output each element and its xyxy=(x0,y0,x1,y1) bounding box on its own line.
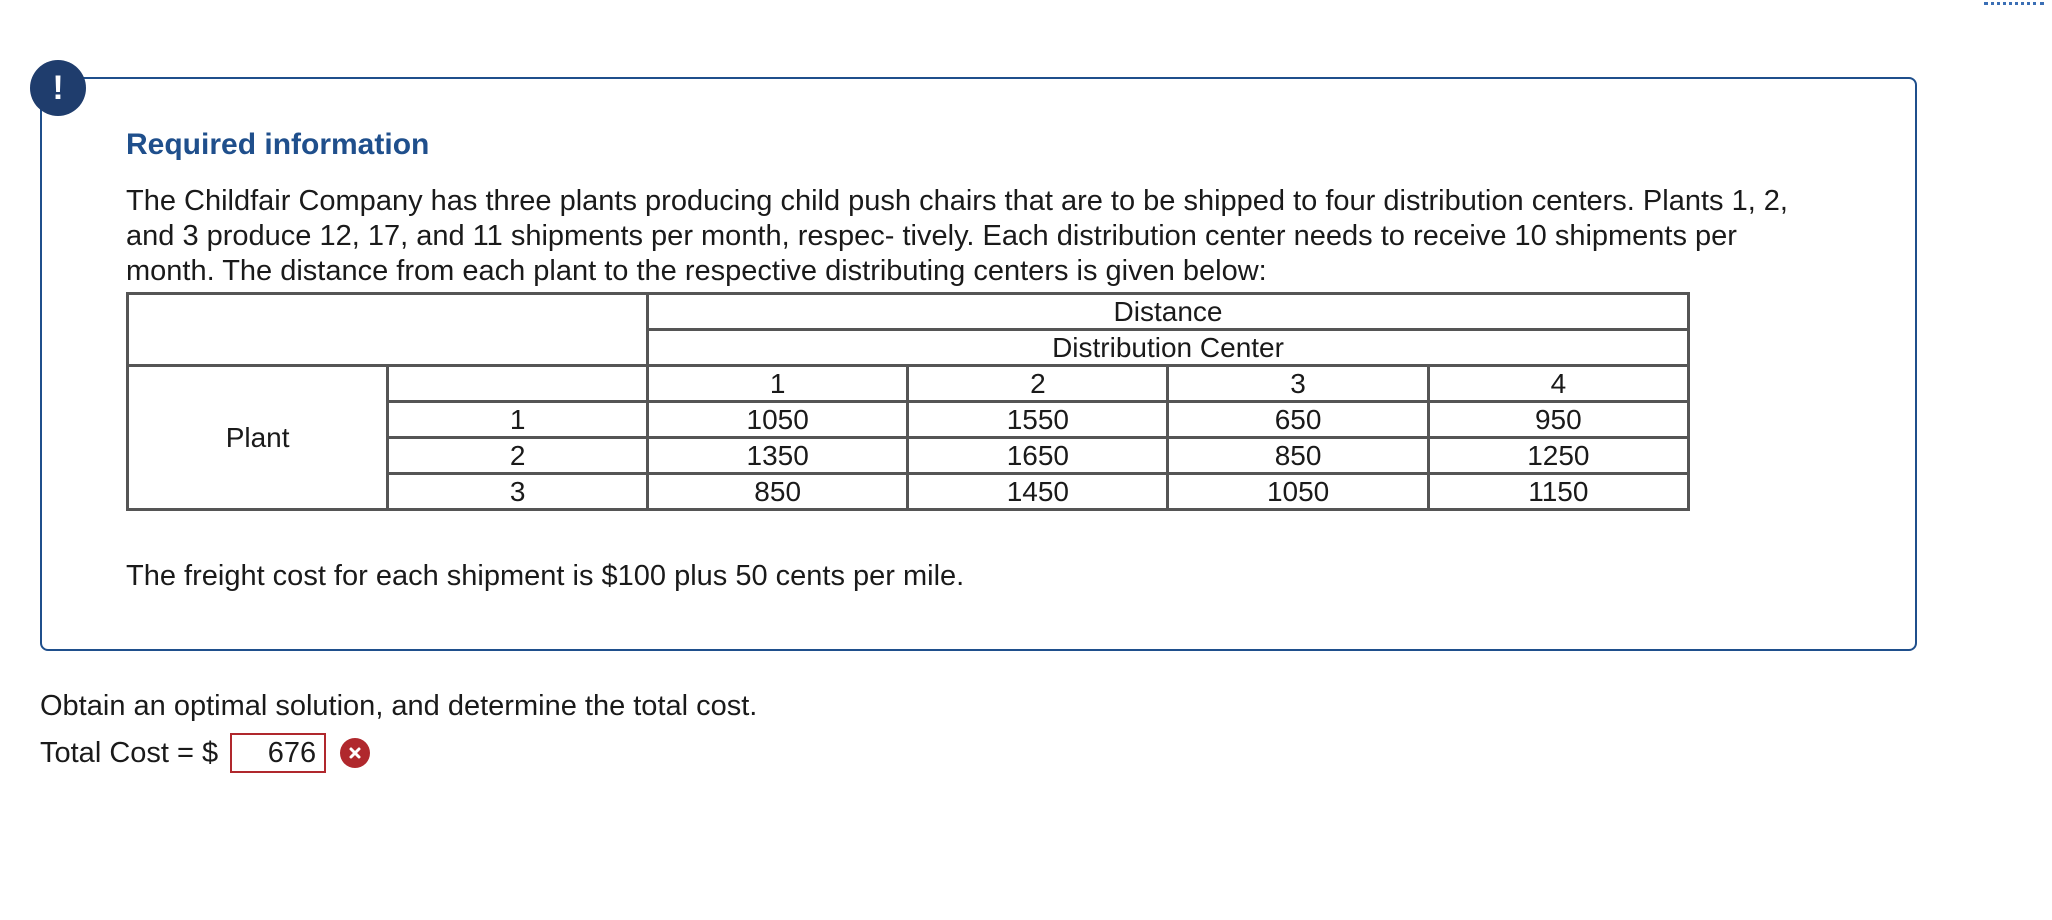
corner-dotted-marker xyxy=(1984,0,2044,5)
distance-cell: 950 xyxy=(1428,402,1688,438)
distance-cell: 850 xyxy=(648,474,908,510)
answer-row xyxy=(40,733,370,773)
distance-cell: 1650 xyxy=(908,438,1168,474)
incorrect-icon xyxy=(340,738,370,768)
plant-number: 3 xyxy=(388,474,648,510)
distance-cell: 1450 xyxy=(908,474,1168,510)
table-corner-cell xyxy=(128,294,648,366)
distance-table xyxy=(126,292,1690,511)
plant-number: 1 xyxy=(388,402,648,438)
required-information-title: Required information xyxy=(126,128,430,161)
distance-cell: 1250 xyxy=(1428,438,1688,474)
alert-icon xyxy=(30,60,86,116)
center-header: 2 xyxy=(908,366,1168,402)
question-prompt: Obtain an optimal solution, and determine the total cost. xyxy=(40,690,758,722)
total-cost-input[interactable] xyxy=(230,733,326,773)
row-label-plant: Plant xyxy=(128,366,388,510)
distance-cell: 1050 xyxy=(1168,474,1428,510)
table-empty-cell xyxy=(388,366,648,402)
total-cost-label: Total Cost = $ xyxy=(40,736,219,769)
distance-cell: 1550 xyxy=(908,402,1168,438)
distance-cell: 1350 xyxy=(648,438,908,474)
center-header: 1 xyxy=(648,366,908,402)
alert-icon-glyph: ! xyxy=(52,68,64,107)
distance-cell: 1150 xyxy=(1428,474,1688,510)
center-header: 4 xyxy=(1428,366,1688,402)
distance-cell: 1050 xyxy=(648,402,908,438)
distance-cell: 850 xyxy=(1168,438,1428,474)
center-header: 3 xyxy=(1168,366,1428,402)
problem-statement: The Childfair Company has three plants producing child push chairs that are to be shipped to four distribution centers. Plants 1, 2, and 3 produce 12, 17, and 11 shipments per month, respec- tively. Each distribution center needs to receive 10 shipments per month. The distance from each plant to the respective distributing centers is given below: xyxy=(126,185,1788,287)
distance-cell: 650 xyxy=(1168,402,1428,438)
header-distribution-center: Distribution Center xyxy=(648,330,1689,366)
header-distance: Distance xyxy=(648,294,1689,330)
plant-number: 2 xyxy=(388,438,648,474)
freight-cost-note: The freight cost for each shipment is $100 plus 50 cents per mile. xyxy=(126,560,965,592)
